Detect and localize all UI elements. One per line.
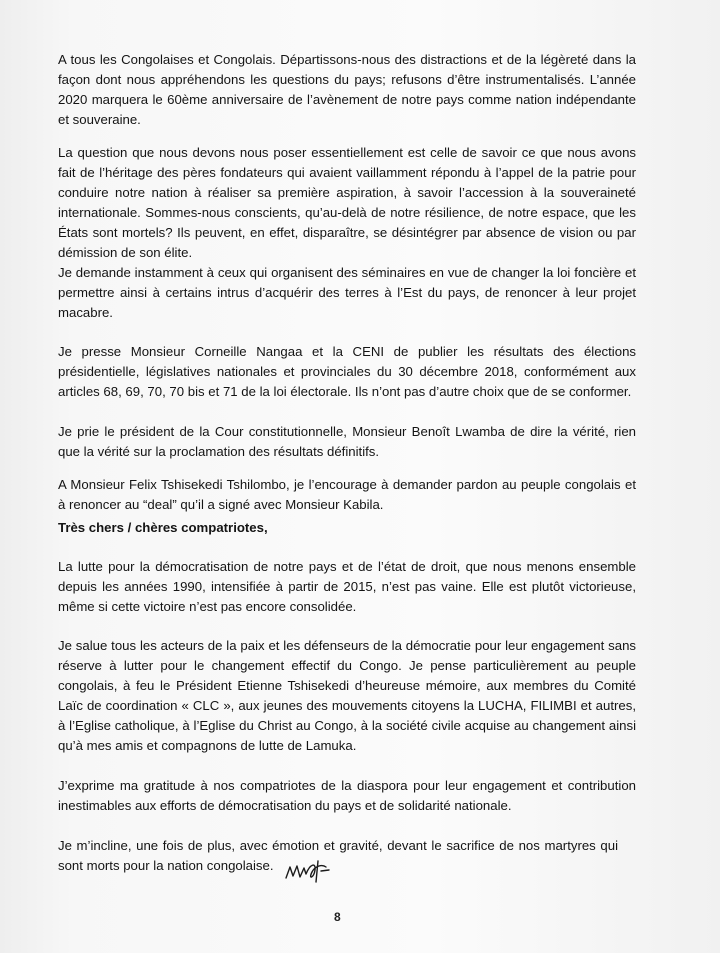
- paragraph-land-law: Je demande instamment à ceux qui organisent des séminaires en vue de changer la loi foncière et permettre ainsi à certains intrus d’acquérir des terres à l’Est du pays, de renoncer à leur projet macabre.: [58, 265, 636, 320]
- paragraph-tshisekedi: A Monsieur Felix Tshisekedi Tshilombo, je l’encourage à demander pardon au peuple congolais et à renoncer au “deal” qu’il a signé avec Monsieur Kabila.: [58, 477, 636, 512]
- paragraph-ceni-results: Je presse Monsieur Corneille Nangaa et la CENI de publier les résultats des élections présidentielle, législatives nationales et provinciales du 30 décembre 2018, conformément aux articles 68, 69, 70, 70 bis et 71 de la loi électorale. Ils n’ont pas d’autre choix que de se conformer.: [58, 344, 636, 399]
- salutation-heading: Très chers / chères compatriotes,: [58, 520, 268, 535]
- paragraph-democratisation-struggle: La lutte pour la démocratisation de notre pays et de l’état de droit, que nous menons ensemble depuis les années 1990, intensifiée à partir de 2015, n’est pas vaine. Elle est plutôt victorieuse, même si cette victoire n’est pas encore consolidée.: [58, 559, 636, 614]
- paragraph-address-congolese: A tous les Congolaises et Congolais. Départissons-nous des distractions et de la légèreté dans la façon dont nous appréhendons les questions du pays; refusons d’être instrumentalisés. L’année 2020 marquera le 60ème anniversaire de l’avènement de notre pays comme nation indépendante et souveraine.: [58, 52, 636, 127]
- paragraph-acknowledgements: Je salue tous les acteurs de la paix et les défenseurs de la démocratie pour leur engagement sans réserve à lutter pour le changement effectif du Congo. Je pense particulièrement au peuple congolais, à feu le Président Etienne Tshisekedi d’heureuse mémoire, aux membres du Comité Laïc de coordination « CLC », aux jeunes des mouvements citoyens la LUCHA, FILIMBI et autres, à l’Eglise catholique, à l’Eglise du Christ au Congo, à la société civile acquise au changement ainsi qu’à mes amis et compagnons de lutte de Lamuka.: [58, 638, 636, 753]
- paragraph-martyrs: Je m’incline, une fois de plus, avec émotion et gravité, devant le sacrifice de nos martyres qui sont morts pour la nation congolaise.: [58, 838, 618, 873]
- page-number: 8: [334, 910, 341, 924]
- paragraph-founding-fathers: La question que nous devons nous poser essentiellement est celle de savoir ce que nous avons fait de l’héritage des pères fondateurs qui avaient vaillamment répondu à l’appel de la patrie pour conduire notre nation à réaliser sa première aspiration, à savoir l’accession à la souveraineté internationale. Sommes-nous conscients, qu’au-delà de notre résilience, de notre espace, que les États sont mortels? Ils peuvent, en effet, disparaître, se désintégrer par absence de vision ou par démission de son élite.: [58, 145, 636, 260]
- paragraph-diaspora-gratitude: J’exprime ma gratitude à nos compatriotes de la diaspora pour leur engagement et contribution inestimables aux efforts de démocratisation du pays et de solidarité nationale.: [58, 778, 636, 813]
- signature-icon: [282, 858, 332, 884]
- paragraph-constitutional-court: Je prie le président de la Cour constitutionnelle, Monsieur Benoît Lwamba de dire la vérité, rien que la vérité sur la proclamation des résultats définitifs.: [58, 424, 636, 459]
